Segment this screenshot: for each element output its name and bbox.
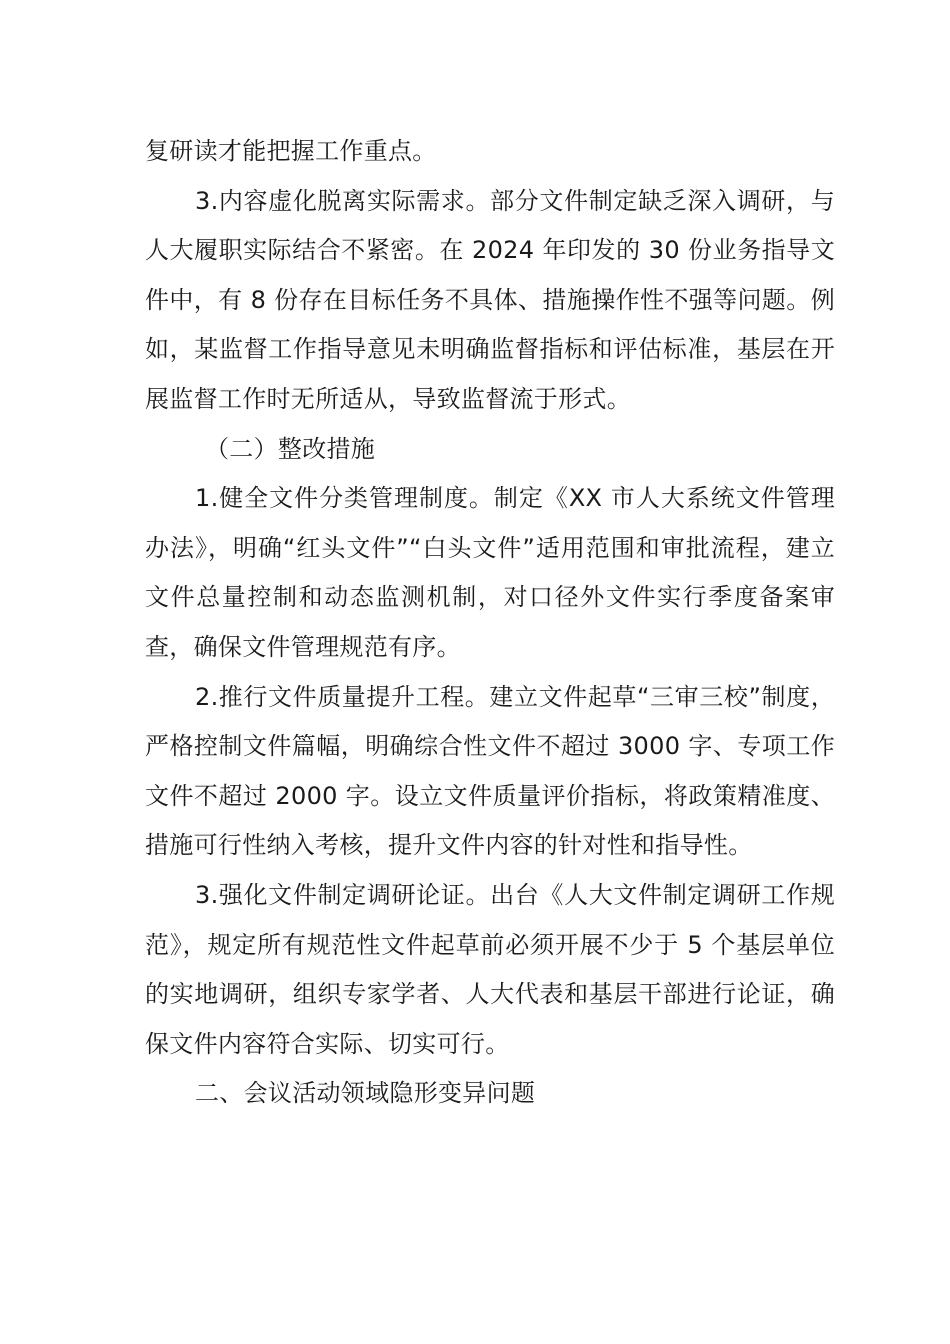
paragraph-measure-1-file-management: 1.健全文件分类管理制度。制定《XX 市人大系统文件管理办法》，明确“红头文件”“白头文件”适用范围和审批流程，建立文件总量控制和动态监测机制，对口径外文件实行季度备案审查，确保文件管理规范有序。 <box>145 484 835 661</box>
paragraph-item-3-content-vague: 3.内容虚化脱离实际需求。部分文件制定缺乏深入调研，与人大履职实际结合不紧密。在 2024 年印发的 30 份业务指导文件中，有 8 份存在目标任务不具体、措施操作性不强等问题。例如，某监督工作指导意见未明确监督指标和评估标准，基层在开展监督工作时无所适从，导致监督流于形式。 <box>145 186 835 413</box>
paragraph-measure-2-file-quality: 2.推行文件质量提升工程。建立文件起草“三审三校”制度，严格控制文件篇幅，明确综合性文件不超过 3000 字、专项工作文件不超过 2000 字。设立文件质量评价指标，将政策精准度、措施可行性纳入考核，提升文件内容的针对性和指导性。 <box>145 682 835 860</box>
paragraph-measure-3-research: 3.强化文件制定调研论证。出台《人大文件制定调研工作规范》，规定所有规范性文件起草前必须开展不少于 5 个基层单位的实地调研，组织专家学者、人大代表和基层干部进行论证，确保文件内容符合实际、切实可行。 <box>145 880 835 1058</box>
section-heading-meeting-activities: 二、会议活动领域隐形变异问题 <box>195 1079 536 1108</box>
paragraph-continuation: 复研读才能把握工作重点。 <box>145 137 437 165</box>
section-heading-rectification-measures: （二）整改措施 <box>205 434 376 463</box>
document-body <box>145 127 835 1119</box>
